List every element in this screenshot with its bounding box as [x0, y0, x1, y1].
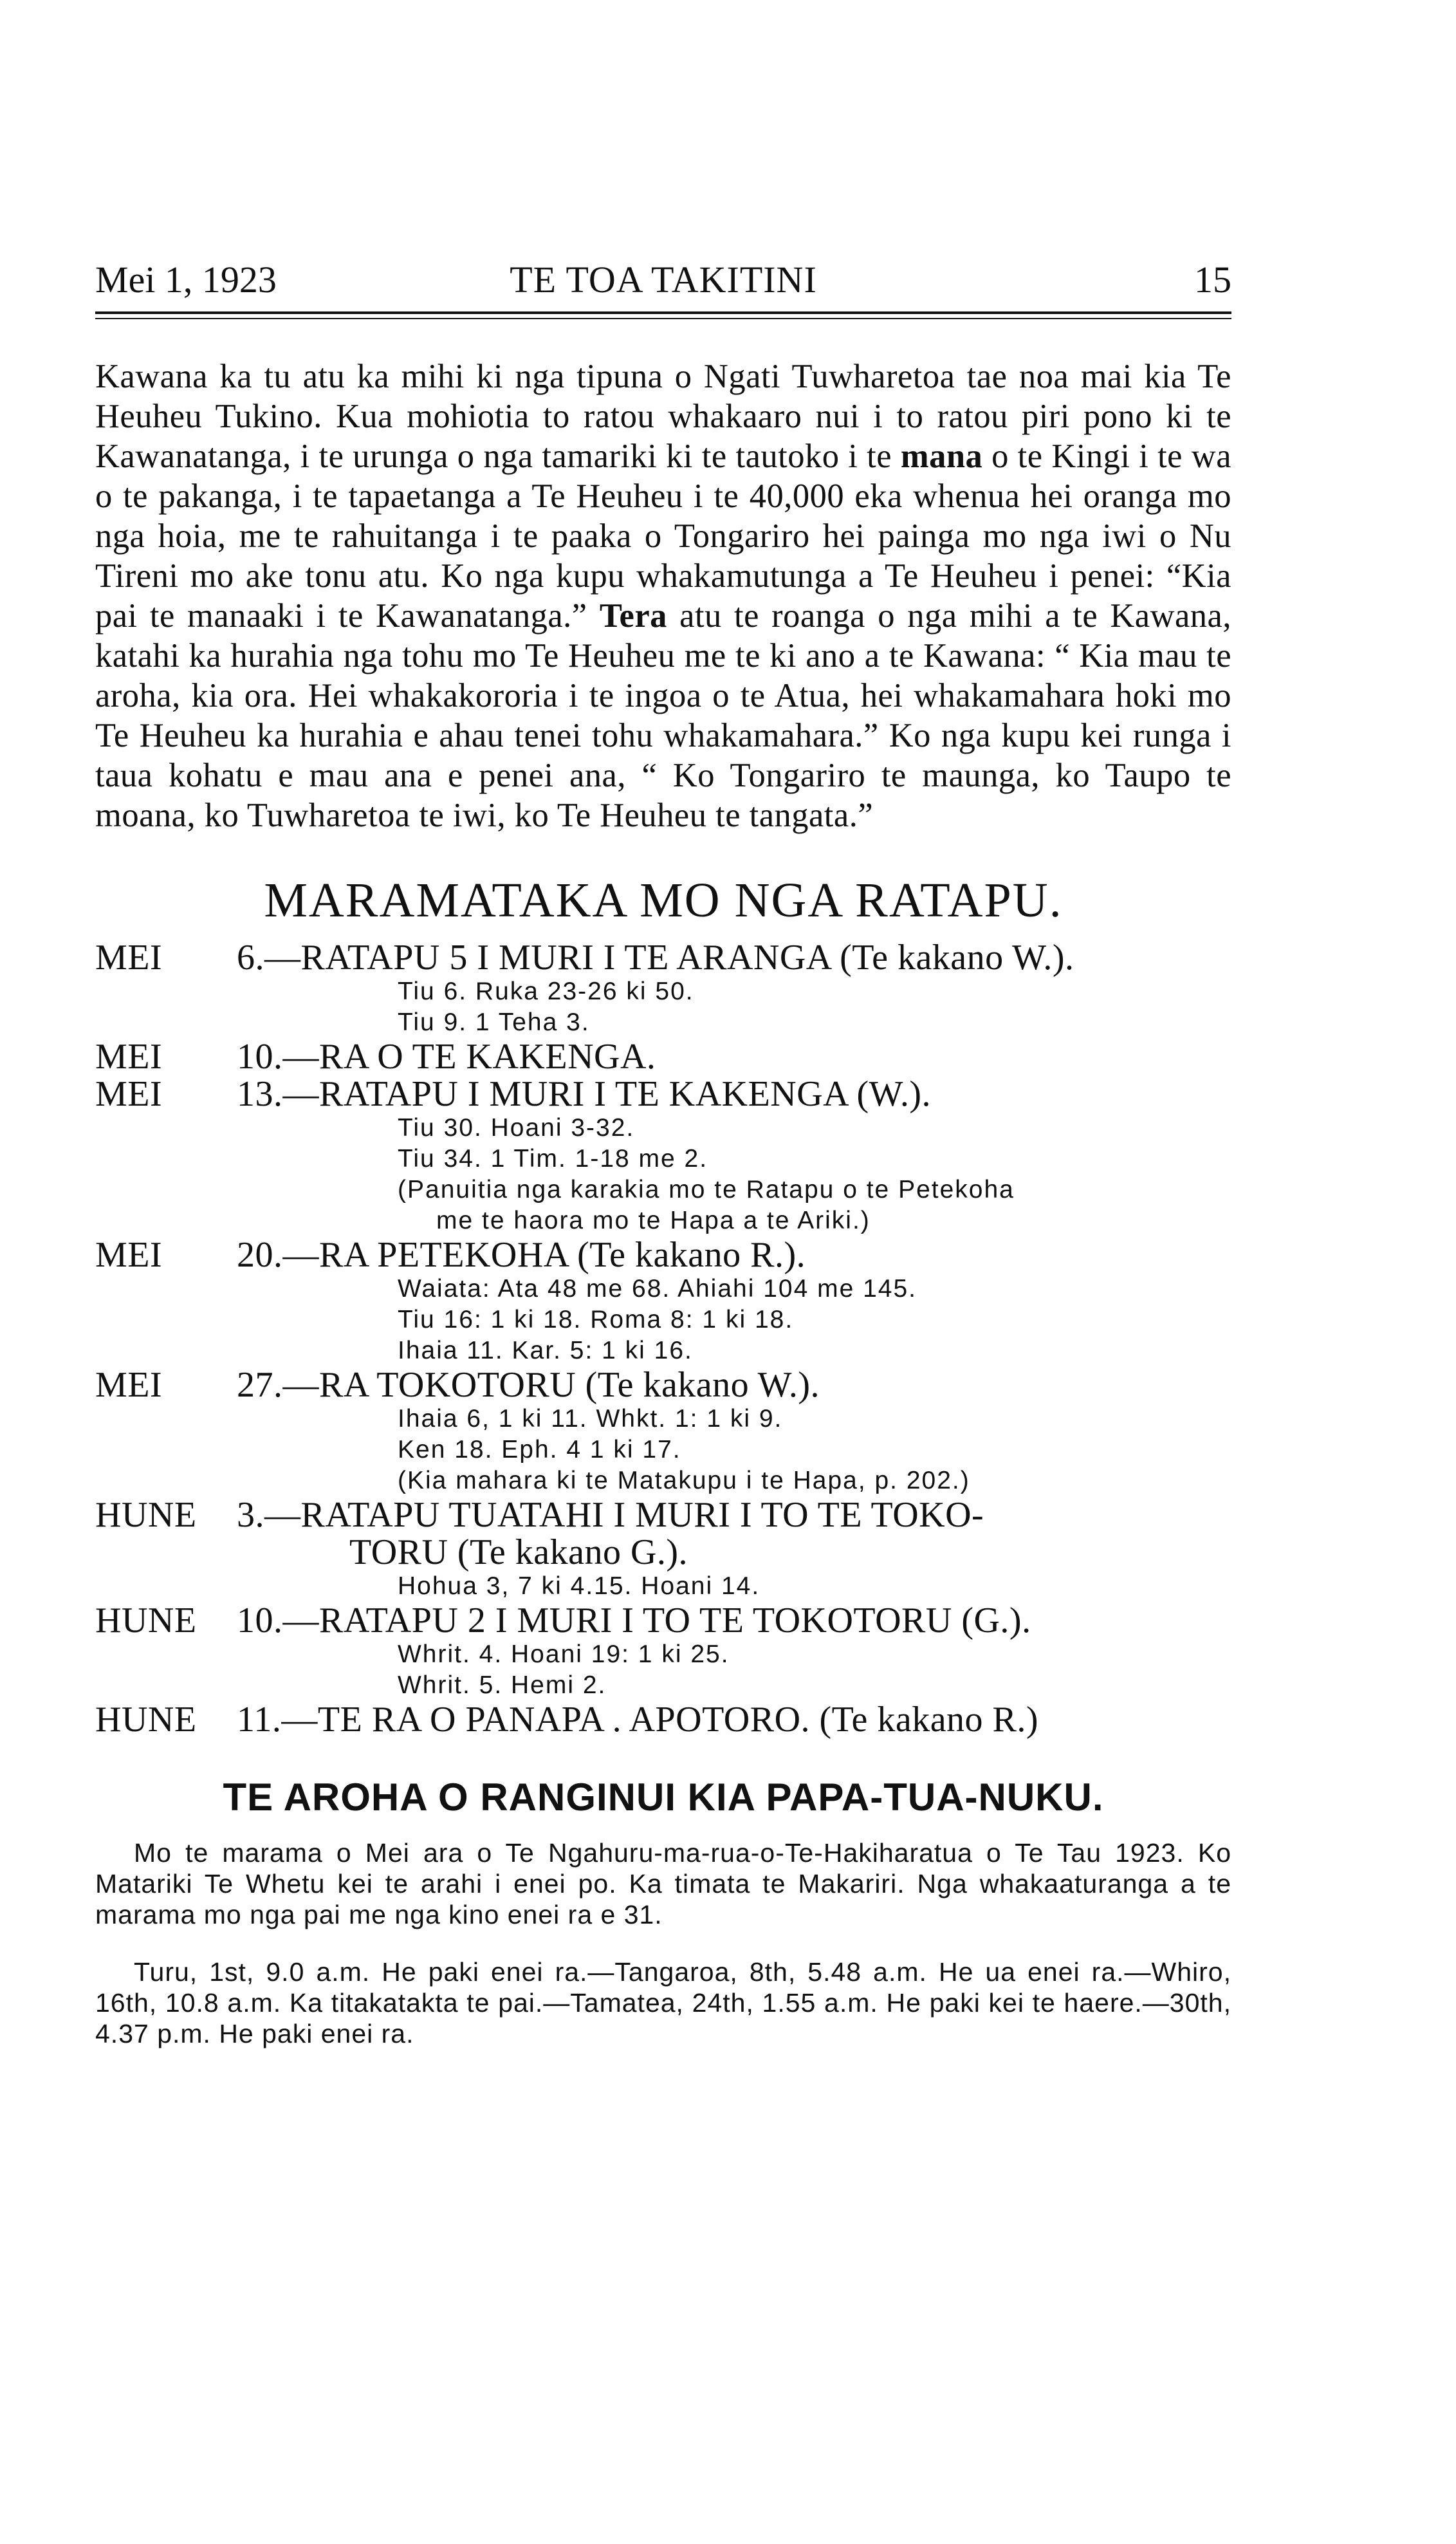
entry-reading: Tiu 30. Hoani 3-32. [398, 1113, 635, 1142]
intro-text-2: o te Kingi i te wa o te pakanga, i te tapaetanga a Te Heuheu i te 40,000 eka whenua hei oranga mo nga hoia, me te rahuitanga i te paaka o Tongariro hei painga mo nga iwi o Nu Tireni mo ake tonu atu. Ko nga kupu whakamutunga a Te Heuheu i penei: “Kia pai te manaaki i te Kawanatanga.” [95, 438, 1232, 635]
entry-month: MEI [95, 1364, 163, 1405]
page-number: 15 [1194, 259, 1231, 301]
calendar-entry [95, 1602, 1231, 1639]
entry-month: MEI [95, 1036, 163, 1077]
intro-bold-1: mana [900, 438, 983, 475]
entry-title: 11.—TE RA O PANAPA . APOTORO. (Te kakano R.) [237, 1699, 1039, 1740]
entry-reading: Hohua 3, 7 ki 4.15. Hoani 14. [398, 1572, 760, 1600]
entry-reading: (Kia mahara ki te Matakupu i te Hapa, p. 202.) [398, 1466, 970, 1494]
entry-reading: Whrit. 5. Hemi 2. [398, 1671, 607, 1699]
entry-reading: me te haora mo te Hapa a te Ariki.) [436, 1206, 871, 1234]
running-head [95, 257, 1231, 302]
publication-title: TE TOA TAKITINI [510, 259, 817, 301]
calendar-list [95, 939, 1231, 1738]
entry-title: 6.—RATAPU 5 I MURI I TE ARANGA (Te kakano W.). [237, 937, 1074, 978]
entry-reading: Ihaia 6, 1 ki 11. Whkt. 1: 1 ki 9. [398, 1404, 783, 1433]
entry-reading: (Panuitia nga karakia mo te Ratapu o te Petekoha [398, 1175, 1015, 1203]
intro-bold-2: Tera [599, 597, 667, 635]
calendar-title: MARAMATAKA MO NGA RATAPU. [264, 873, 1063, 927]
entry-reading: Tiu 16: 1 ki 18. Roma 8: 1 ki 18. [398, 1305, 794, 1333]
entry-reading: Tiu 9. 1 Teha 3. [398, 1008, 590, 1036]
entry-reading: Waiata: Ata 48 me 68. Ahiahi 104 me 145. [398, 1274, 917, 1303]
entry-month: MEI [95, 1073, 163, 1114]
entry-reading: Tiu 6. Ruka 23-26 ki 50. [398, 977, 694, 1005]
entry-month: HUNE [95, 1494, 197, 1535]
almanac-paragraph: Turu, 1st, 9.0 a.m. He paki enei ra.—Tangaroa, 8th, 5.48 a.m. He ua enei ra.—Whiro, 16th, 10.8 a.m. Ka titakatakta te pai.—Tamatea, 24th, 1.55 a.m. He paki kei te haere.—30th, 4.37 p.m. He paki enei ra. [95, 1956, 1231, 2048]
entry-month: MEI [95, 937, 163, 978]
page [95, 257, 1231, 2075]
entry-month: MEI [95, 1234, 163, 1275]
almanac-title: TE AROHA O RANGINUI KIA PAPA-TUA-NUKU. [223, 1775, 1104, 1819]
calendar-entry [95, 1236, 1231, 1274]
calendar-entry [95, 1038, 1231, 1075]
calendar-entry [95, 1366, 1231, 1404]
almanac-paragraph: Mo te marama o Mei ara o Te Ngahuru-ma-rua-o-Te-Hakiharatua o Te Tau 1923. Ko Matariki Te Whetu kei te arahi i enei po. Ka timata te Makariri. Nga whakaaturanga a te marama mo nga pai me nga kino enei ra e 31. [95, 1837, 1231, 1929]
almanac-body [95, 1837, 1231, 2049]
intro-text-1: Kawana ka tu atu ka mihi ki nga tipuna o Ngati Tuwharetoa tae noa mai kia Te Heuheu Tukino. Kua mohiotia to ratou whakaaro nui i to ratou piri pono ki te Kawanatanga, i te urunga o nga tamariki ki te tautoko i te [95, 358, 1231, 475]
entry-title: 27.—RA TOKOTORU (Te kakano W.). [237, 1364, 820, 1405]
entry-title: 10.—RA O TE KAKENGA. [237, 1036, 656, 1077]
entry-reading: Ihaia 11. Kar. 5: 1 ki 16. [398, 1336, 693, 1364]
calendar-entry [95, 939, 1231, 976]
entry-reading: Ken 18. Eph. 4 1 ki 17. [398, 1435, 681, 1463]
entry-title: 13.—RATAPU I MURI I TE KAKENGA (W.). [237, 1073, 932, 1114]
entry-month: HUNE [95, 1699, 197, 1740]
entry-title: 20.—RA PETEKOHA (Te kakano R.). [237, 1234, 806, 1275]
header-rule [95, 311, 1231, 319]
entry-reading: Tiu 34. 1 Tim. 1-18 me 2. [398, 1144, 708, 1173]
entry-title: 3.—RATAPU TUATAHI I MURI I TO TE TOKO- [237, 1494, 984, 1535]
calendar-entry [95, 1075, 1231, 1113]
issue-date: Mei 1, 1923 [95, 259, 277, 301]
calendar-entry [95, 1701, 1231, 1738]
calendar-entry [95, 1496, 1231, 1534]
entry-reading: Whrit. 4. Hoani 19: 1 ki 25. [398, 1640, 730, 1668]
intro-text-3: atu te roanga o nga mihi a te Kawana, katahi ka hurahia nga tohu mo Te Heuheu me te ki ano a te Kawana: “ Kia mau te aroha, kia ora. Hei whakakororia i te ingoa o te Atua, hei whakamahara hoki mo Te Heuheu ka hurahia e ahau tenei tohu whakamahara.” Ko nga kupu kei runga i taua kohatu e mau ana e penei ana, “ Ko Tongariro te maunga, ko Taupo te moana, ko Tuwharetoa te iwi, ko Te Heuheu te tangata.” [95, 597, 1231, 834]
entry-title: 10.—RATAPU 2 I MURI I TO TE TOKOTORU (G.). [237, 1600, 1031, 1640]
entry-month: HUNE [95, 1600, 197, 1640]
intro-paragraph [95, 357, 1231, 835]
entry-title-continued: TORU (Te kakano G.). [349, 1532, 688, 1572]
